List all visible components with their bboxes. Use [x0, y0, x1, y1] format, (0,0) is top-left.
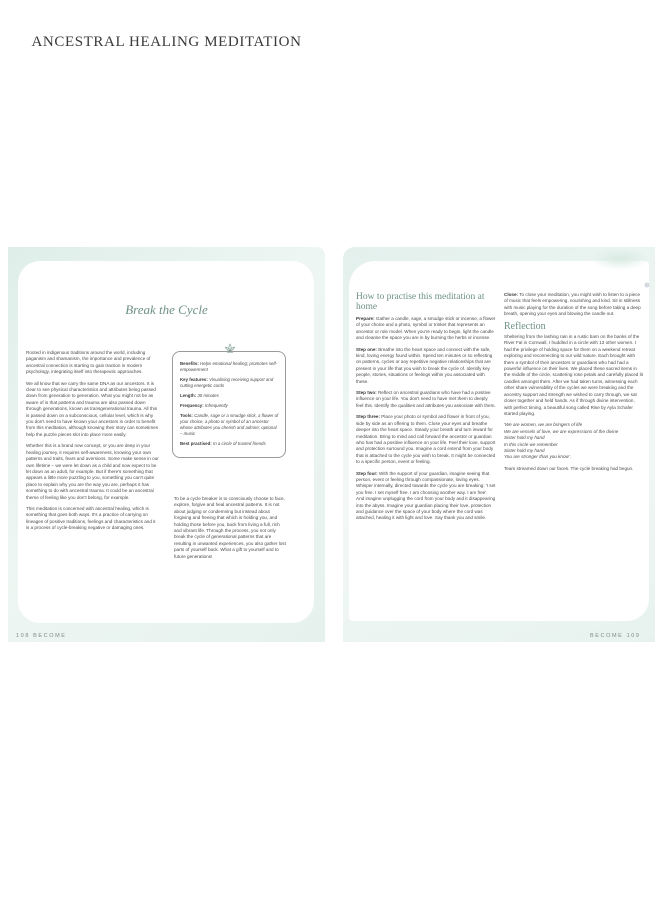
step-text: Breathe into the heart space and connect with the safe, kind, loving energy found within. Spend ten minutes or so reflecting on patterns, cycles or any repetitive negative relationships that are present in your life that you wish to break the cycle of. Identify key people, stories, situations or feelings within you associated with these. [356, 346, 493, 384]
key-features-value: Visualising receiving support and cutting energetic cords [180, 377, 274, 388]
benefits-label: Benefits: [180, 361, 199, 366]
step-label: Close: [504, 292, 519, 297]
benefits-row [180, 361, 279, 373]
reflection-column [504, 292, 644, 477]
step-label: Step one: [356, 346, 377, 352]
step-label: Step three: [356, 414, 380, 420]
key-features-label: Key features: [180, 377, 208, 382]
poem-line: You are stronger than you know'. [504, 454, 572, 460]
tools-label: Tools: [180, 413, 193, 418]
best-practised-label: Best practised: [180, 441, 212, 446]
reflection-heading: Reflection [504, 320, 546, 332]
info-box [172, 351, 286, 458]
step-label: Step four: [356, 470, 378, 476]
best-practised-value: In a circle of trusted friends [212, 441, 266, 446]
reflection-paragraph: Sheltering from the lashing rain in a rustic barn on the banks of the River Fal in Cornwall, I huddled in a circle with 13 other women. I had the privilege of holding space for them on a weekend retreat exploring and reconnecting to our wild nature. Each brought with them a symbol of their ancestors or guardians who had had a powerful influence on their lives. We placed these sacred items in the middle of the circle, scattering rose petals and carefully placed lit candles amongst them. After we had taken turns, witnessing each other share vulnerability of the cycles we were breaking and the ancestry support and strength we wished to carry through, we sat closer together and held hands. As if through divine intervention, with perfect timing, a beautiful song called Rise by Ayla Schafer started playing. [504, 334, 643, 416]
cycle-breaker-paragraph: To be a cycle breaker is to consciously choose to face, explore, forgive and heal ancestral patterns. It is not about judging or condemning but instead about forgiving and freeing that which is holding you, and holding those before you, back from living a full, rich and vibrant life. Through the process, you not only break the cycle of generational patterns that are resulting in unwanted experiences, you also gather lost parts of yourself back. What a gift to yourself and to future generations! [174, 496, 286, 559]
tools-value: Candle, sage or a smudge stick, a flower of your choice, a photo or symbol of an ancestor whose attributes you cherish and admire; optional – music [180, 413, 279, 436]
frequency-value: Infrequently [204, 403, 228, 408]
intro-column [26, 350, 160, 537]
step-label: Step two: [356, 390, 377, 396]
benefits-value: Helps emotional healing; promotes self-empowerment [180, 361, 278, 372]
step-one [356, 347, 496, 385]
poem-line: In this circle we remember [504, 441, 558, 447]
step-close [504, 292, 644, 318]
poem-line: Sister hold my hand [504, 447, 545, 453]
step-text: With the support of your guardian, imagine seeing that person, event or feeling through compassionate, loving eyes. Whisper internally, directed towards the cycle you are breaking: 'I set you free. I set myself free. I am choosing another way. I am free'. And imagine unplugging the cord from your body and it disappearing into the abyss. Imagine your guardian placing their love, protection and guidance over the space of your body where the cord was attached, healing it with light and love. Say thank you and smile. [356, 470, 496, 521]
instructions-column [356, 292, 496, 527]
poem-line: Sister hold my hand [504, 435, 545, 441]
tools-row [180, 413, 279, 437]
ending-paragraph: Tears streamed down our faces. The cycle breaking had begun. [504, 465, 634, 471]
poem [504, 422, 644, 460]
best-practised-row [180, 441, 279, 447]
step-two [356, 390, 496, 409]
info-box-wrapper [172, 351, 286, 458]
lotus-icon [224, 343, 236, 353]
step-prepare [356, 316, 496, 342]
cycle-breaker-column [174, 496, 288, 565]
step-text: Reflect on ancestral guardians who have had a positive influence on your life. You don't need to have met them to deeply feel this. Identify the qualities and attributes you associate with them. [356, 390, 496, 408]
frequency-row [180, 403, 279, 409]
poem-line: 'We are women, we are bringers of life [504, 422, 583, 428]
practise-heading: How to practise this meditation at home [356, 292, 485, 312]
folio-right: BECOME 109 [590, 633, 641, 639]
intro-paragraph: Whether this is a brand new concept, or you are deep in your healing journey, it requires self-awareness, knowing your own patterns and traits, fears and aversions. Some make sense in our own lifetime – we were let down as a child and now expect to be let down as an adult, for example. But if there's something that appears a little more puzzling to you, something you can't quite place to explain why you are the way you are, perhaps it has something to do with ancestral trauma. It could be an ancestral theme of feeling like you don't belong, for example. [26, 443, 159, 500]
length-label: Length: [180, 393, 197, 398]
intro-paragraph: We all know that we carry the same DNA as our ancestors. It is clear to see physical characteristics and attributes being passed down from generation to generation. What you might not be as aware of is that patterns and trauma are also passed down through generations, known as transgenerational trauma. All this is passed down on a subconscious, cellular level, which is why you don't need to have known your ancestors in order to benefit from this meditation, although knowing their story can sometimes help the puzzle pieces slot into place more easily. [26, 380, 159, 437]
step-text: Place your photo or symbol and flower in front of you, side by side as an offering to them. Close your eyes and breathe deeper into the heart space. Steady your breath and turn inward for meditation. Bring to mind and call forward the ancestor or guardian who has had a positive influence on your life. Feel their love, support and protection surround you. Imagine a cord extend from your body that is attached to the cycle you wish to break. It might be connected to a specific person, event or feeling. [356, 414, 496, 465]
page-title: ANCESTRAL HEALING MEDITATION [31, 34, 302, 50]
decorative-glow [590, 248, 650, 270]
intro-paragraph: Rooted in indigenous traditions around the world, including paganism and shamanism, the importance and prevalence of ancestral connection is starting to gain traction in modern psychology, integrating itself into therapeutic approaches. [26, 350, 151, 375]
frequency-label: Frequency: [180, 403, 204, 408]
intro-paragraph: This meditation is concerned with ancestral healing, which is something that goes both ways. It's a practice of carrying on lineages of positive traditions, feelings and characteristics and it is a process of cycle-breaking negative or damaging ones. [26, 505, 156, 531]
step-four [356, 471, 496, 522]
sparkle-icon [642, 280, 652, 290]
length-row [180, 393, 279, 399]
length-value: 30 minutes [197, 393, 219, 398]
page-subtitle: Break the Cycle [125, 302, 208, 317]
step-text: Gather a candle, sage, a smudge stick or incense, a flower of your choice and a photo, symbol or trinket that represents an ancestor or role model. When you're ready to begin, light the candle and cleanse the space you are in by burning the herbs or incense. [356, 316, 496, 341]
key-features-row [180, 377, 279, 389]
step-three [356, 414, 496, 465]
step-label: Prepare: [356, 316, 375, 321]
folio-left: 108 BECOME [16, 633, 67, 639]
step-text: To close your meditation, you might wish to listen to a piece of music that feels empowering, nourishing and kind. Sit in stillness with music playing for the duration of the song before taking a deep breath, opening your eyes and blowing the candle out. [504, 292, 641, 317]
poem-line: We are vessels of love, we are expressions of the divine [504, 428, 619, 434]
